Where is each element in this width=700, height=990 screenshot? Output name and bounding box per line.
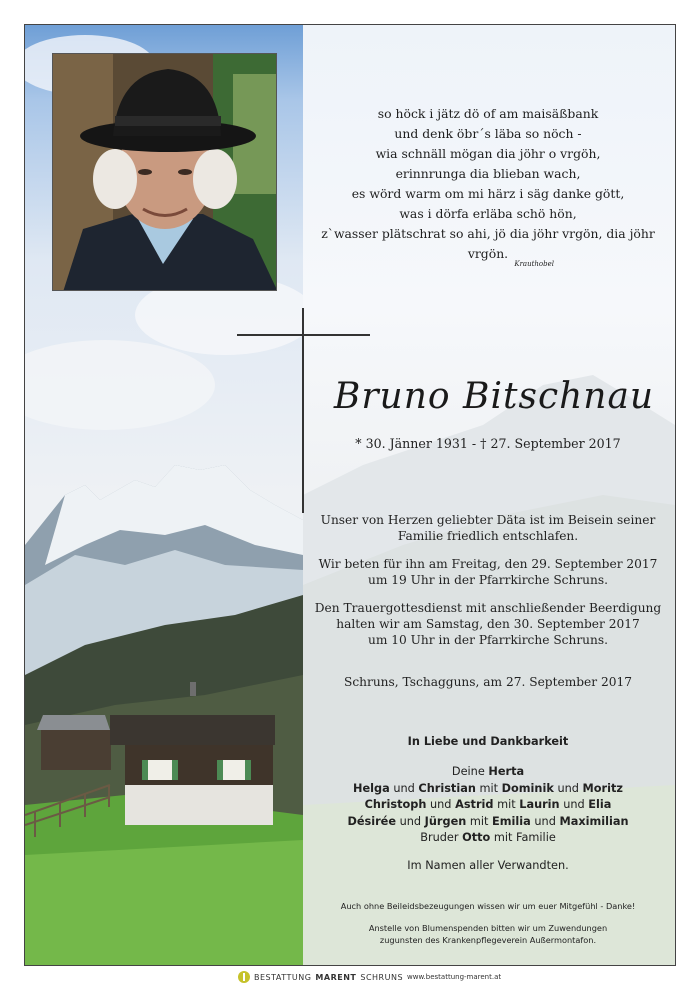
name: Laurin: [519, 798, 560, 812]
text: und: [395, 814, 425, 828]
website-link[interactable]: www.bestattung-marent.at: [407, 973, 502, 981]
name: Christoph: [364, 798, 427, 812]
poem-line: z`wasser plätschrat so ahi, jö dia jöhr vrgön, dia jöhr vrgön.: [321, 226, 655, 261]
announcement-paragraph: [302, 512, 674, 544]
text-line: zugunsten des Krankenpflegeverein Außermontafon.: [379, 935, 597, 945]
poem: [302, 104, 674, 269]
name: Astrid: [455, 798, 494, 812]
deceased-name: Bruno Bitschnau: [333, 376, 655, 417]
family-line: [302, 781, 674, 797]
text: und: [559, 798, 589, 812]
funeral-paragraph: [302, 600, 674, 648]
family-line: [302, 814, 674, 830]
name: Otto: [462, 831, 491, 845]
content-layer: [24, 24, 676, 966]
text-line: um 10 Uhr in der Pfarrkirche Schruns.: [368, 633, 608, 647]
family-line: [302, 764, 674, 780]
poem-line: erinnrunga dia blieban wach,: [395, 166, 581, 181]
text: Bruder: [420, 831, 463, 845]
name: Jürgen: [424, 814, 467, 828]
text-line: halten wir am Samstag, den 30. September 2017: [336, 617, 640, 631]
text: und: [426, 798, 456, 812]
text-line: Den Trauergottesdienst mit anschließender Beerdigung: [314, 601, 662, 615]
poem-line: was i dörfa erläba schö hön,: [399, 206, 577, 221]
text: Deine: [451, 765, 489, 779]
place-date: Schruns, Tschagguns, am 27. September 2017: [343, 675, 632, 689]
footer: [0, 966, 700, 990]
text-line: Anstelle von Blumenspenden bitten wir um Zuwendungen: [368, 923, 608, 933]
text-line: Wir beten für ihn am Freitag, den 29. September 2017: [318, 557, 658, 571]
name: Elia: [588, 798, 612, 812]
funeral-home-logo-icon: [238, 971, 250, 983]
brand-name: MARENT: [315, 972, 357, 982]
poem-line: und denk öbr´s läba so nöch -: [394, 126, 582, 141]
text: mit Familie: [490, 831, 556, 845]
text: und: [553, 781, 583, 795]
family-line: [302, 797, 674, 813]
name: Emilia: [492, 814, 531, 828]
name: Dominik: [501, 781, 554, 795]
name: Moritz: [582, 781, 623, 795]
poem-author: Krauthobel: [514, 260, 554, 268]
text-line: um 19 Uhr in der Pfarrkirche Schruns.: [368, 573, 608, 587]
donation-note: [302, 922, 674, 946]
text: mit: [466, 814, 493, 828]
life-dates: * 30. Jänner 1931 - † 27. September 2017: [355, 436, 621, 451]
poem-line: so höck i jätz dö of am maisäßbank: [377, 106, 599, 121]
family-heading: In Liebe und Dankbarkeit: [407, 735, 569, 748]
name: Maximilian: [559, 814, 629, 828]
brand-city: SCHRUNS: [360, 972, 404, 982]
text: mit: [493, 798, 520, 812]
poem-line: wia schnäll mögan dia jöhr o vrgöh,: [375, 146, 601, 161]
name: Helga: [353, 781, 390, 795]
family-closing: Im Namen aller Verwandten.: [407, 859, 569, 873]
sympathy-note: Auch ohne Beileidsbezeugungen wissen wir um euer Mitgefühl - Danke!: [340, 901, 636, 911]
text: und: [530, 814, 560, 828]
family-line: [302, 830, 674, 846]
text-line: Familie friedlich entschlafen.: [397, 529, 579, 543]
text-line: Unser von Herzen geliebter Däta ist im Beisein seiner: [320, 513, 656, 527]
footer-brand: [238, 971, 501, 983]
name: Herta: [488, 765, 525, 779]
name: Désirée: [347, 814, 396, 828]
prayer-paragraph: [302, 556, 674, 588]
brand-prefix: BESTATTUNG: [254, 972, 312, 982]
text: mit: [475, 781, 502, 795]
family-section: [302, 734, 674, 875]
name: Christian: [418, 781, 476, 795]
text: und: [389, 781, 419, 795]
poem-line: es wörd warm om mi härz i säg danke gött,: [351, 186, 625, 201]
